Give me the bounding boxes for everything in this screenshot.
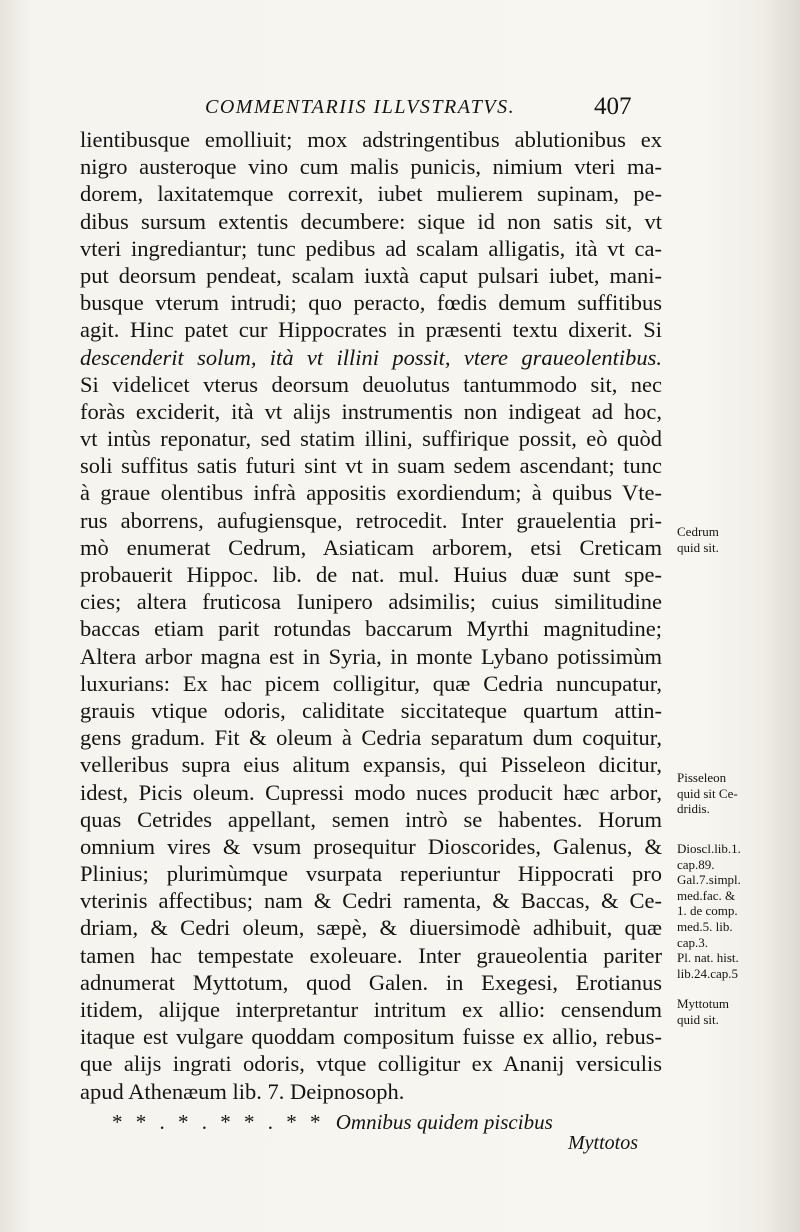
- text-line: gens gradum. Fit & oleum à Cedria separatum dum coquitur,: [80, 725, 662, 751]
- text-line: probauerit Hippoc. lib. de nat. mul. Huius duæ sunt spe-: [80, 562, 662, 587]
- text-line: Plinius; plurimùmque vsurpata reperiuntur Hippocrati pro: [80, 861, 662, 887]
- margin-note-pisseleon: Pisseleon quid sit Ce- dridis.: [677, 770, 738, 817]
- text-line: driam, & Cedri oleum, sæpè, & diuersimodè adhibuit, quæ: [80, 915, 662, 941]
- text-line: quas Cetrides appellant, semen intrò se habentes. Horum: [80, 806, 662, 832]
- text-line: rus aborrens, aufugiensque, retrocedit. Inter grauelentia pri-: [80, 507, 662, 533]
- text-line: dibus sursum extentis decumbere: sique id non satis sit, vt: [80, 208, 662, 234]
- text-line: Si videlicet vterus deorsum deuolutus tantummodo sit, nec: [80, 371, 662, 397]
- text-line: vteri ingrediantur; tunc pedibus ad scalam alligatis, ità vt ca-: [80, 235, 662, 261]
- running-title: COMMENTARIIS ILLVSTRATVS.: [205, 96, 516, 118]
- text-line: grauis vtique odoris, caliditate siccitateque quartum attin-: [80, 697, 662, 723]
- text-line: Altera arbor magna est in Syria, in monte Lybano potissimùm: [80, 643, 662, 669]
- main-text-block: [80, 126, 662, 1105]
- text-line: luxurians: Ex hac picem colligitur, quæ Cedria nuncupatur,: [80, 670, 662, 696]
- text-line: put deorsum pendeat, scalam iuxtà caput pulsari iubet, mani-: [80, 262, 662, 288]
- verse-line: [112, 1110, 553, 1135]
- text-line: omnium vires & vsum prosequitur Dioscorides, Galenus, &: [80, 833, 662, 859]
- margin-note-sources: Dioscl.lib.1. cap.89. Gal.7.simpl. med.fac. & 1. de comp. med.5. lib. cap.3. Pl. nat. hist. lib.24.cap.5: [677, 841, 741, 981]
- text-line: adnumerat Myttotum, quod Galen. in Exegesi, Erotianus: [80, 969, 662, 995]
- text-line: nigro austeroque vino cum malis punicis, nimium vteri ma-: [80, 154, 662, 180]
- text-line: vt intùs reponatur, sed statim illini, suffirique possit, eò quòd: [80, 426, 662, 452]
- margin-note-myttotum: Myttotum quid sit.: [677, 996, 730, 1027]
- text-line: cies; altera fruticosa Iunipero adsimilis; cuius similitudine: [80, 589, 662, 615]
- page-number: 407: [594, 93, 632, 120]
- text-line: soli suffitus satis futuri sint vt in suam sedem ascendant; tunc: [80, 453, 662, 479]
- page-edge-shadow: [760, 0, 800, 1232]
- text-line: apud Athenæum lib. 7. Deipnosoph.: [80, 1078, 405, 1104]
- catchword: Myttotos: [568, 1132, 638, 1154]
- text-line: itaque est vulgare quoddam compositum fuisse ex allio, rebus-: [80, 1024, 662, 1050]
- text-line: foràs exciderit, ità vt alijs instrumentis non indigeat ad hoc,: [80, 398, 662, 424]
- text-line: dorem, laxitatemque correxit, iubet mulierem supinam, pe-: [80, 181, 662, 207]
- text-line: vterinis affectibus; nam & Cedri ramenta, & Baccas, & Ce-: [80, 888, 662, 914]
- text-line: itidem, alijque interpretantur intritum ex allio: censendum: [80, 997, 662, 1022]
- text-line-quotation: descenderit solum, ità vt illini possit, vtere graueolentibus.: [80, 344, 662, 370]
- text-line: que alijs ingrati odoris, vtque colligitur ex Ananij versiculis: [80, 1051, 662, 1077]
- text-line: idest, Picis oleum. Cupressi modo nuces producit hæc arbor,: [80, 779, 662, 805]
- text-line: mò enumerat Cedrum, Asiaticam arborem, etsi Creticam: [80, 534, 662, 560]
- verse-text: Omnibus quidem piscibus: [335, 1110, 553, 1134]
- text-line: à graue olentibus infrà appositis exordiendum; à quibus Vte-: [80, 480, 662, 506]
- text-line: velleribus supra eius alitum expansis, qui Pisseleon dicitur,: [80, 752, 662, 778]
- text-line: busque vterum intrudi; quo peracto, fœdis demum suffitibus: [80, 290, 662, 316]
- verse-dots: * * . * . * * . * *: [112, 1110, 325, 1134]
- text-line: tamen hac tempestate exoleuare. Inter graueolentia pariter: [80, 942, 662, 968]
- margin-note-cedrum: Cedrum quid sit.: [677, 524, 719, 555]
- text-line: baccas etiam parit rotundas baccarum Myrthi magnitudine;: [80, 616, 662, 642]
- text-line: lientibusque emolliuit; mox adstringentibus ablutionibus ex: [80, 127, 662, 152]
- text-line: agit. Hinc patet cur Hippocrates in præsenti textu dixerit. Si: [80, 317, 662, 343]
